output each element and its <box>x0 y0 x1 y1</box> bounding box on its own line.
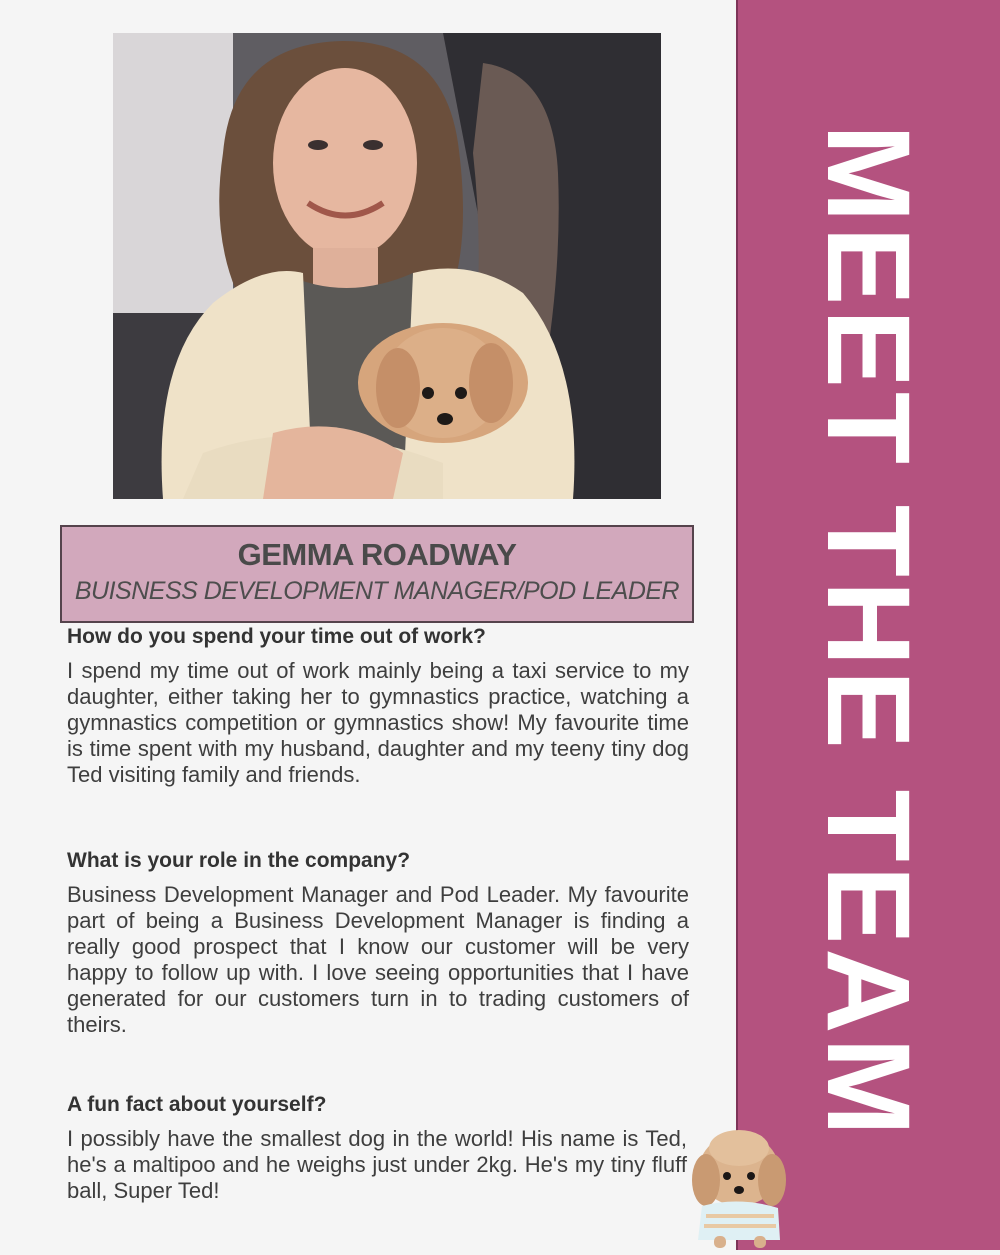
meet-the-team-title: MEET THE TEAM <box>802 124 934 1140</box>
dog-photo <box>684 1118 794 1250</box>
answer-text: I spend my time out of work mainly being a taxi service to my daughter, either taking her to gymnastics practice, watching a gymnastics competition or gymnastics show! My favourite time is time spent with my husband, daughter and my teeny tiny dog Ted visiting family and friends. <box>67 658 689 787</box>
profile-name: GEMMA ROADWAY <box>237 537 517 572</box>
name-box <box>60 525 694 623</box>
qa-section-1 <box>67 624 689 788</box>
answer-text: I possibly have the smallest dog in the world! His name is Ted, he's a maltipoo and he weighs just under 2kg. He's my tiny fluff ball, Super Ted! <box>67 1126 687 1203</box>
qa-section-3 <box>67 1092 687 1204</box>
qa-section-2 <box>67 848 689 1038</box>
question-heading: What is your role in the company? <box>67 849 411 872</box>
profile-role: BUISNESS DEVELOPMENT MANAGER/POD LEADER <box>74 577 680 605</box>
profile-photo <box>113 33 661 499</box>
question-heading: A fun fact about yourself? <box>67 1093 327 1116</box>
answer-text: Business Development Manager and Pod Leader. My favourite part of being a Business Development Manager is finding a really good prospect that I know our customer will be very happy to follow up with. I love seeing opportunities that I have generated for our customers turn in to trading customers of theirs. <box>67 882 689 1037</box>
question-heading: How do you spend your time out of work? <box>67 625 486 648</box>
